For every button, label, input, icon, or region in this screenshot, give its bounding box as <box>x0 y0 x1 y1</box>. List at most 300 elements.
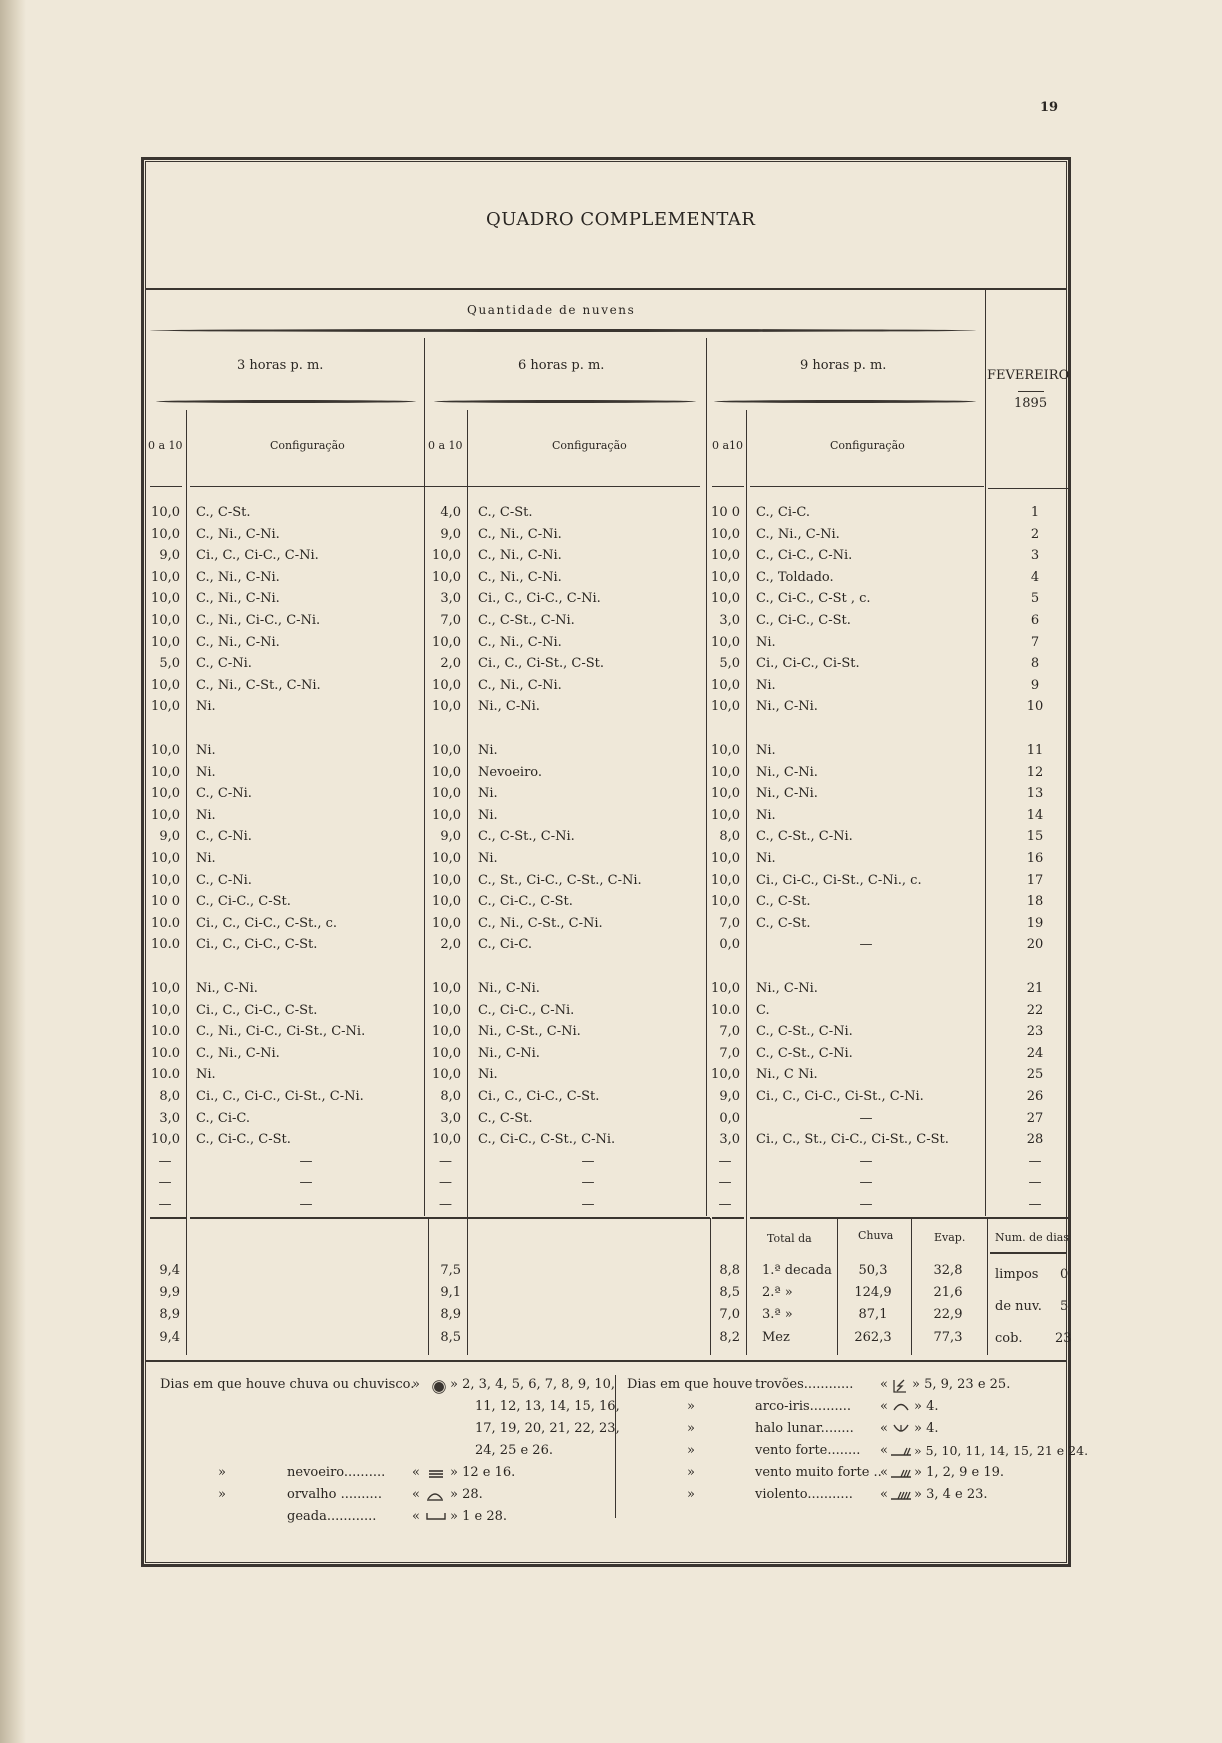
table-cell: — <box>158 1175 172 1191</box>
table-cell: 7,0 <box>719 915 740 931</box>
vstrong-days: » 1, 2, 9 e 19. <box>914 1465 1005 1480</box>
month-underline <box>1018 391 1044 392</box>
table-cell: 10,0 <box>151 569 180 585</box>
table-cell: Ci., C., Ci-C., C-St. <box>196 937 318 953</box>
summary-top-4 <box>750 1217 1070 1219</box>
table-cell: 10,0 <box>151 677 180 693</box>
dew-ditto: » <box>218 1487 226 1502</box>
table-cell: 10,0 <box>711 677 740 693</box>
table-cell: Nevoeiro. <box>478 764 543 780</box>
table-cell: 10,0 <box>711 981 740 996</box>
table-cell: 10,0 <box>151 786 180 802</box>
table-cell: C., Ni., C-Ni. <box>478 548 562 564</box>
table-cell: 10,0 <box>432 981 461 996</box>
page-number: 19 <box>1040 100 1059 115</box>
table-cell: 10,0 <box>432 894 461 910</box>
table-cell: 10,0 <box>711 786 740 802</box>
table-cell: 15 <box>1026 829 1044 845</box>
table-cell: C., Ci-C., C-St., C-Ni. <box>478 1132 616 1148</box>
table-cell: Ni. <box>478 743 498 758</box>
table-cell: 10,0 <box>151 764 180 780</box>
table-cell: — <box>299 1153 313 1169</box>
frost-days: » 1 e 28. <box>450 1509 507 1524</box>
table-cell: 10,0 <box>432 1024 461 1040</box>
table-cell: Ci., C., St., Ci-C., Ci-St., C-St. <box>756 1132 949 1148</box>
days-header-underline <box>990 1252 1066 1254</box>
dew-quote: « <box>412 1487 420 1502</box>
table-cell: 8,0 <box>719 829 740 845</box>
frost-label: geada............ <box>287 1509 377 1524</box>
wind-icon <box>890 1445 912 1457</box>
summary-cell: 9,4 <box>159 1330 180 1345</box>
amount-header-3: 0 a10 <box>712 439 744 452</box>
summary-top-3 <box>712 1217 744 1219</box>
table-cell: C., Ni., C-Ni. <box>196 569 280 585</box>
table-cell: C., C-Ni. <box>196 829 252 845</box>
table-cell: 5,0 <box>719 656 740 672</box>
summary-cell: 7,5 <box>440 1263 461 1278</box>
table-cell: Ni. <box>478 851 498 866</box>
wind-label: vento forte........ <box>755 1443 861 1458</box>
table-cell: C., Toldado. <box>756 569 834 585</box>
table-cell: 3,0 <box>440 591 461 607</box>
config-header-2: Configuração <box>552 439 627 452</box>
table-cell: 10.0 <box>151 915 180 931</box>
config-header-3: Configuração <box>830 439 905 452</box>
summary-cell: Mez <box>762 1330 790 1345</box>
table-cell: 3,0 <box>440 1110 461 1126</box>
table-cell: 4 <box>1030 569 1040 585</box>
table-cell: 10 0 <box>711 505 740 520</box>
days-header: Num. de dias <box>995 1231 1069 1244</box>
summary-cell: 8,9 <box>159 1307 180 1322</box>
wind-ditto: » <box>687 1443 695 1458</box>
table-cell: Ni. <box>196 743 216 758</box>
amount-header-1: 0 a 10 <box>148 439 183 452</box>
table-cell: Ni. <box>478 807 498 823</box>
rainbow-quote: « <box>880 1399 888 1414</box>
halo-label: halo lunar........ <box>755 1421 854 1436</box>
amount-rule-1 <box>186 410 187 1355</box>
table-cell: 10,0 <box>151 613 180 628</box>
table-cell: Ni., C-Ni. <box>756 699 818 715</box>
table-cell: Ni., C-Ni. <box>478 981 540 996</box>
table-cell: 5 <box>1030 591 1040 607</box>
very-strong-wind-icon <box>890 1467 912 1479</box>
period-header-3: 9 horas p. m. <box>800 358 887 373</box>
table-cell: 10,0 <box>711 743 740 758</box>
summary-cell: 9,1 <box>440 1285 461 1300</box>
table-cell: 11 <box>1026 743 1044 758</box>
table-cell: Ni. <box>196 699 216 715</box>
summary-cell: 7,0 <box>719 1307 740 1322</box>
days-rule <box>987 1218 988 1355</box>
table-cell: 0,0 <box>719 1110 740 1126</box>
cob-label: cob. <box>995 1331 1023 1346</box>
table-cell: 10,0 <box>432 1045 461 1061</box>
table-cell: Ni. <box>196 851 216 866</box>
de-nuv-count: 5 <box>1060 1299 1069 1314</box>
table-cell: C., C-St. <box>756 915 811 931</box>
table-cell: — <box>859 937 873 953</box>
table-cell: — <box>158 1197 172 1212</box>
table-cell: 10,0 <box>711 872 740 888</box>
table-cell: 10.0 <box>151 1024 180 1040</box>
table-cell: C., C-St., C-Ni. <box>756 1024 853 1040</box>
table-cell: 10,0 <box>711 807 740 823</box>
summary-cell: 32,8 <box>933 1263 963 1278</box>
table-cell: 10,0 <box>432 1132 461 1148</box>
table-cell: 10,0 <box>711 526 740 542</box>
table-cell: — <box>859 1197 873 1212</box>
table-cell: 18 <box>1026 894 1044 910</box>
table-cell: 10,0 <box>711 634 740 650</box>
limpos-label: limpos <box>995 1267 1039 1282</box>
table-cell: 3 <box>1030 548 1040 564</box>
summary-cell: 22,9 <box>933 1307 963 1322</box>
table-cell: Ni. <box>756 743 776 758</box>
violent-quote: « <box>880 1487 888 1502</box>
table-cell: 10,0 <box>432 786 461 802</box>
table-cell: 10,0 <box>151 872 180 888</box>
table-cell: 10,0 <box>432 1067 461 1083</box>
table-cell: — <box>1028 1153 1042 1169</box>
table-cell: C., Ci-C., C-Ni. <box>478 1002 575 1018</box>
table-cell: Ci., C., Ci-C., C-St., c. <box>196 915 338 931</box>
table-cell: Ni., C-Ni. <box>756 981 818 996</box>
halo-days: » 4. <box>914 1421 939 1436</box>
wind-quote: « <box>880 1443 888 1458</box>
table-cell: 10,0 <box>432 915 461 931</box>
table-cell: Ci., C., Ci-C., Ci-St., C-Ni. <box>196 1089 364 1104</box>
table-cell: — <box>581 1197 595 1212</box>
table-cell: 28 <box>1026 1132 1044 1148</box>
table-cell: 10.0 <box>151 1067 180 1083</box>
page-title: QUADRO COMPLEMENTAR <box>486 209 756 230</box>
table-cell: 10 0 <box>151 894 180 910</box>
rainbow-days: » 4. <box>914 1399 939 1414</box>
table-cell: 7,0 <box>719 1024 740 1040</box>
rain-label: Dias em que houve chuva ou chuvisco. <box>160 1377 415 1392</box>
header-underline-5 <box>988 488 1068 489</box>
table-cell: C., Ci-C. <box>478 937 532 953</box>
table-cell: 22 <box>1026 1002 1044 1018</box>
table-cell: 24 <box>1026 1045 1044 1061</box>
table-cell: — <box>859 1110 873 1126</box>
table-cell: Ni. <box>196 1067 216 1083</box>
notes-center-rule <box>615 1375 616 1518</box>
table-cell: C., Ci-C., C-St. <box>196 1132 291 1148</box>
table-cell: 4,0 <box>440 505 461 520</box>
summary-cell: 9,4 <box>159 1263 180 1278</box>
evap-rule <box>911 1218 912 1355</box>
summary-cell: 2.ª » <box>762 1285 793 1300</box>
table-cell: 10.0 <box>151 1045 180 1061</box>
summary-cell: 8,9 <box>440 1307 461 1322</box>
amount-header-2: 0 a 10 <box>428 439 463 452</box>
table-cell: — <box>299 1175 313 1191</box>
period-rule-2 <box>706 338 707 1216</box>
rainbow-label: arco-iris.......... <box>755 1399 851 1414</box>
table-cell: 6 <box>1030 613 1040 628</box>
vstrong-quote: « <box>880 1465 888 1480</box>
table-cell: 9 <box>1030 677 1040 693</box>
table-cell: Ni., C-Ni. <box>756 764 818 780</box>
table-cell: 10,0 <box>151 505 180 520</box>
table-cell: C., Ci-C. <box>196 1110 250 1126</box>
thunder-quote: « <box>880 1377 888 1392</box>
table-cell: 9,0 <box>719 1089 740 1104</box>
halo-icon <box>892 1423 910 1435</box>
dew-days: » 28. <box>450 1487 483 1502</box>
period-swoosh-3 <box>714 400 976 403</box>
table-cell: 16 <box>1026 851 1044 866</box>
table-cell: 25 <box>1026 1067 1044 1083</box>
limpos-count: 0 <box>1060 1267 1069 1282</box>
period-header-1: 3 horas p. m. <box>237 358 324 373</box>
rainbow-ditto: » <box>687 1399 695 1414</box>
table-cell: C., Ci-C., C-St. <box>196 894 291 910</box>
table-cell: Ni. <box>196 764 216 780</box>
table-cell: Ni., C-Ni. <box>756 786 818 802</box>
table-cell: 10,0 <box>151 807 180 823</box>
summary-cell: 8,5 <box>719 1285 740 1300</box>
table-cell: 10,0 <box>711 699 740 715</box>
violent-days: » 3, 4 e 23. <box>914 1487 988 1502</box>
cob-count: 23 <box>1055 1331 1072 1346</box>
header-underline-1 <box>150 486 182 487</box>
vstrong-label: vento muito forte .. <box>755 1465 882 1480</box>
section-heading: Quantidade de nuvens <box>467 303 636 317</box>
table-cell: 10,0 <box>432 699 461 715</box>
table-cell: 2,0 <box>440 656 461 672</box>
table-cell: — <box>718 1153 732 1169</box>
summary-cell: 9,9 <box>159 1285 180 1300</box>
month-header: FEVEREIRO <box>987 368 1070 383</box>
table-cell: — <box>158 1153 172 1169</box>
table-cell: C., C-Ni. <box>196 786 252 802</box>
table-cell: Ci., C., Ci-C., C-Ni. <box>478 591 601 607</box>
table-cell: 27 <box>1026 1110 1044 1126</box>
table-cell: C., Ni., C-Ni. <box>196 526 280 542</box>
config-header-1: Configuração <box>270 439 345 452</box>
table-cell: 17 <box>1026 872 1044 888</box>
table-cell: 21 <box>1026 981 1044 996</box>
table-cell: — <box>859 1175 873 1191</box>
right-lead: Dias em que houve <box>627 1377 753 1392</box>
table-cell: — <box>581 1175 595 1191</box>
chuva-header: Chuva <box>858 1229 894 1242</box>
summary-rule-1 <box>428 1218 429 1355</box>
summary-cell: 8,8 <box>719 1263 740 1278</box>
summary-cell: 77,3 <box>933 1330 963 1345</box>
table-cell: C., Ci-C. <box>756 505 810 520</box>
table-cell: C. <box>756 1002 770 1018</box>
table-cell: C., C-St., C-Ni. <box>478 829 575 845</box>
de-nuv-label: de nuv. <box>995 1299 1042 1314</box>
table-cell: Ni., C-Ni. <box>478 699 540 715</box>
rain-days-1: » 2, 3, 4, 5, 6, 7, 8, 9, 10, <box>450 1377 616 1392</box>
table-cell: Ni. <box>196 807 216 823</box>
halo-ditto: » <box>687 1421 695 1436</box>
table-cell: — <box>1028 1197 1042 1212</box>
rain-days-3: 17, 19, 20, 21, 22, 23, <box>475 1421 620 1436</box>
table-cell: C., Ni., C-Ni. <box>478 677 562 693</box>
table-cell: 1 <box>1030 505 1040 520</box>
header-underline-3 <box>712 486 744 487</box>
table-cell: C., Ci-C., C-St. <box>478 894 573 910</box>
rain-circle-icon <box>432 1380 446 1394</box>
table-cell: Ci., C., Ci-C., C-Ni. <box>196 548 319 564</box>
table-cell: C., C-St. <box>196 505 251 520</box>
amount-rule-3 <box>746 410 747 1355</box>
table-cell: 10,0 <box>432 743 461 758</box>
fog-label: nevoeiro.......... <box>287 1465 386 1480</box>
halo-quote: « <box>880 1421 888 1436</box>
frost-quote: « <box>412 1509 420 1524</box>
table-cell: 9,0 <box>159 829 180 845</box>
table-cell: Ci., C., Ci-C., C-St. <box>478 1089 600 1104</box>
table-cell: Ci., Ci-C., Ci-St. <box>756 656 860 672</box>
table-cell: 10,0 <box>151 634 180 650</box>
summary-top-2 <box>190 1217 710 1219</box>
table-cell: C., St., Ci-C., C-St., C-Ni. <box>478 872 642 888</box>
table-cell: Ni., C-Ni. <box>478 1045 540 1061</box>
title-divider <box>145 288 1067 290</box>
table-cell: 10,0 <box>711 894 740 910</box>
table-cell: 20 <box>1026 937 1044 953</box>
fog-lines-icon <box>428 1468 444 1480</box>
thunder-label: trovões............ <box>755 1377 854 1392</box>
wind-days: » 5, 10, 11, 14, 15, 21 e 24. <box>914 1443 1089 1458</box>
header-underline-2 <box>190 486 700 487</box>
table-cell: C., C-St. <box>478 505 533 520</box>
violent-ditto: » <box>687 1487 695 1502</box>
violent-label: violento........... <box>755 1487 853 1502</box>
table-cell: — <box>718 1175 732 1191</box>
chuva-rule <box>837 1218 838 1355</box>
header-underline-4 <box>750 486 984 487</box>
table-cell: 3,0 <box>719 1132 740 1148</box>
table-cell: Ni. <box>756 807 776 823</box>
summary-cell: 8,5 <box>440 1330 461 1345</box>
table-cell: Ci., C., Ci-C., C-St. <box>196 1002 318 1018</box>
table-cell: Ci., C., Ci-St., C-St. <box>478 656 605 672</box>
table-cell: 10.0 <box>151 937 180 953</box>
period-header-2: 6 horas p. m. <box>518 358 605 373</box>
table-cell: 3,0 <box>719 613 740 628</box>
summary-cell: 87,1 <box>858 1307 888 1322</box>
page-binding-edge <box>0 0 26 1743</box>
rainbow-icon <box>892 1401 910 1411</box>
table-cell: 10,0 <box>151 699 180 715</box>
fog-ditto: » <box>218 1465 226 1480</box>
summary-cell: 3.ª » <box>762 1307 793 1322</box>
table-cell: 10,0 <box>151 981 180 996</box>
table-cell: 10,0 <box>151 851 180 866</box>
table-cell: 9,0 <box>159 548 180 564</box>
table-cell: Ci., C., Ci-C., Ci-St., C-Ni. <box>756 1089 924 1104</box>
table-cell: C., Ci-C., C-Ni. <box>756 548 853 564</box>
table-cell: 10,0 <box>432 807 461 823</box>
table-cell: Ni., C-Ni. <box>196 981 258 996</box>
summary-cell: 8,2 <box>719 1330 740 1345</box>
table-cell: C., Ni., C-Ni. <box>196 634 280 650</box>
table-cell: 10,0 <box>151 1132 180 1148</box>
vstrong-ditto: » <box>687 1465 695 1480</box>
table-cell: 0,0 <box>719 937 740 953</box>
amount-rule-2 <box>467 410 468 1355</box>
table-cell: C., Ni., C-Ni. <box>478 569 562 585</box>
table-cell: 9,0 <box>440 526 461 542</box>
table-cell: 2,0 <box>440 937 461 953</box>
table-cell: 10,0 <box>151 591 180 607</box>
table-cell: C., C-St., C-Ni. <box>756 1045 853 1061</box>
table-cell: 26 <box>1026 1089 1044 1104</box>
violent-wind-icon <box>890 1489 912 1501</box>
dew-label: orvalho .......... <box>287 1487 382 1502</box>
fog-days: » 12 e 16. <box>450 1465 516 1480</box>
table-cell: C., Ni., C-Ni. <box>478 526 562 542</box>
table-cell: Ni. <box>756 677 776 693</box>
table-cell: C., Ni., C-Ni. <box>196 591 280 607</box>
summary-top-1 <box>150 1217 186 1219</box>
notes-divider <box>145 1360 1067 1362</box>
day-column-rule <box>985 290 986 1216</box>
table-cell: Ni. <box>756 634 776 650</box>
table-cell: 10,0 <box>432 851 461 866</box>
table-cell: 23 <box>1026 1024 1044 1040</box>
table-cell: — <box>581 1153 595 1169</box>
period-swoosh-1 <box>156 400 416 403</box>
table-cell: 10,0 <box>432 634 461 650</box>
table-cell: C., C-St. <box>756 894 811 910</box>
thunder-days: » 5, 9, 23 e 25. <box>912 1377 1011 1392</box>
table-cell: — <box>859 1153 873 1169</box>
table-cell: 8,0 <box>159 1089 180 1104</box>
thunder-icon <box>892 1379 908 1393</box>
heading-swoosh <box>150 329 976 332</box>
table-cell: Ni. <box>756 851 776 866</box>
fog-quote: « <box>412 1465 420 1480</box>
table-cell: 10,0 <box>711 764 740 780</box>
table-cell: C., Ni., C-Ni. <box>196 1045 280 1061</box>
table-cell: 10,0 <box>711 1067 740 1083</box>
frost-icon <box>425 1511 447 1521</box>
period-rule-1 <box>424 338 425 1216</box>
table-cell: 10,0 <box>432 677 461 693</box>
table-cell: 10,0 <box>711 569 740 585</box>
table-cell: Ni. <box>478 786 498 802</box>
table-cell: C., Ni., C-Ni. <box>756 526 840 542</box>
table-cell: 10,0 <box>711 851 740 866</box>
rain-days-2: 11, 12, 13, 14, 15, 16, <box>475 1399 620 1414</box>
table-cell: 12 <box>1026 764 1044 780</box>
table-cell: C., Ci-C., C-St , c. <box>756 591 871 607</box>
table-cell: 13 <box>1026 786 1044 802</box>
table-cell: 10,0 <box>711 591 740 607</box>
total-header: Total da <box>767 1232 812 1245</box>
summary-cell: 124,9 <box>854 1285 892 1300</box>
table-cell: — <box>718 1197 732 1212</box>
table-cell: C., C-Ni. <box>196 656 252 672</box>
table-cell: C., Ni., C-St., C-Ni. <box>478 915 603 931</box>
table-cell: — <box>1028 1175 1042 1191</box>
table-cell: 2 <box>1030 526 1040 542</box>
summary-cell: 1.ª decada <box>762 1263 832 1278</box>
table-cell: C., C-Ni. <box>196 872 252 888</box>
table-cell: 8,0 <box>440 1089 461 1104</box>
